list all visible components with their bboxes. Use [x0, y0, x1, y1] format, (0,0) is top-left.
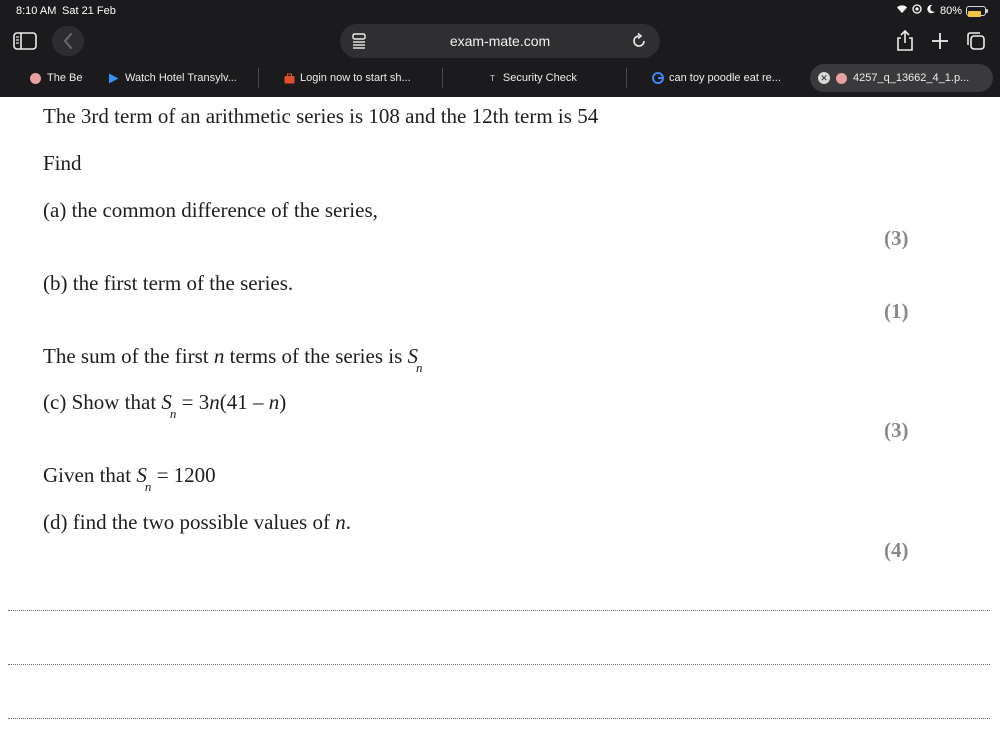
battery-fill	[968, 11, 981, 17]
back-button[interactable]	[52, 26, 84, 56]
tab-item[interactable]	[490, 64, 620, 92]
part-d	[43, 510, 351, 535]
part-d-text: find the two possible values of	[72, 510, 336, 534]
n-subscript: n	[144, 479, 152, 495]
given-statement	[43, 463, 216, 495]
tab-bar	[8, 64, 992, 92]
s-variable: S	[136, 463, 147, 487]
part-b	[43, 271, 293, 296]
tab-item-active[interactable]	[810, 64, 993, 92]
s-variable: S	[407, 344, 419, 368]
question-intro: The 3rd term of an arithmetic series is 108 and the 12th term is 54	[43, 104, 599, 128]
play-icon	[108, 73, 119, 84]
tab-label: can toy poodle eat re...	[669, 72, 781, 84]
given-equation: = 1200	[151, 463, 216, 487]
plus-icon	[931, 32, 949, 50]
exam-question-page	[0, 97, 1000, 750]
part-c-label: (c)	[43, 390, 67, 414]
part-a-marks: (3)	[884, 226, 909, 250]
part-a-label: (a)	[43, 198, 67, 222]
tab-label: Watch Hotel Transylv...	[125, 72, 237, 84]
tab-item[interactable]	[108, 64, 258, 92]
part-c-marks: (3)	[884, 418, 909, 442]
n-variable: n	[335, 510, 346, 534]
answer-line[interactable]	[8, 610, 990, 611]
answer-line[interactable]	[8, 664, 990, 665]
tab-favicon	[30, 73, 41, 84]
share-button[interactable]	[890, 26, 920, 56]
n-subscript: n	[416, 360, 423, 376]
part-b-label: (b)	[43, 271, 68, 295]
part-a	[43, 198, 378, 223]
status-indicators	[896, 4, 986, 17]
google-icon	[652, 72, 664, 84]
tab-favicon-letter: T	[490, 73, 495, 83]
share-icon	[895, 30, 915, 52]
moon-icon	[926, 4, 936, 17]
location-icon	[912, 4, 922, 17]
tab-item[interactable]	[284, 64, 439, 92]
new-tab-button[interactable]	[926, 26, 954, 56]
find-heading: Find	[43, 151, 82, 175]
battery-percent: 80%	[939, 4, 962, 17]
status-date: Sat 21 Feb	[62, 5, 116, 17]
n-subscript: n	[169, 406, 177, 422]
tab-label: Login now to start sh...	[300, 72, 411, 84]
address-bar[interactable]	[340, 24, 660, 58]
tab-overview-button[interactable]	[962, 26, 990, 56]
back-icon	[63, 33, 73, 49]
tab-divider	[442, 68, 443, 88]
reload-icon[interactable]	[628, 30, 650, 52]
equation-part: = 3	[176, 390, 210, 414]
browser-toolbar	[0, 22, 1000, 60]
tab-item[interactable]	[30, 64, 104, 92]
answer-line[interactable]	[8, 718, 990, 719]
equation-part: (41 –	[219, 390, 269, 414]
briefcase-icon	[284, 73, 295, 84]
period: .	[345, 510, 351, 534]
sum-statement	[43, 344, 423, 376]
status-bar	[0, 0, 1000, 22]
sum-text-tail: terms of the series is	[224, 344, 408, 368]
part-c	[43, 390, 287, 422]
url-text[interactable]: exam-mate.com	[449, 33, 551, 49]
part-b-marks: (1)	[884, 299, 909, 323]
tab-divider	[626, 68, 627, 88]
status-time: 8:10 AM	[16, 5, 57, 17]
equation-part: )	[279, 390, 287, 414]
tab-label: The Be	[47, 72, 83, 84]
part-b-text: the first term of the series.	[72, 271, 294, 295]
wifi-icon	[896, 4, 908, 17]
part-d-marks: (4)	[884, 538, 909, 562]
sidebar-button[interactable]	[6, 26, 44, 56]
sidebar-icon	[13, 32, 37, 50]
part-c-text: Show that	[71, 390, 162, 414]
n-variable: n	[268, 390, 280, 414]
part-d-label: (d)	[43, 510, 68, 534]
battery-icon	[966, 6, 986, 16]
sum-text: The sum of the first	[43, 344, 214, 368]
browser-chrome	[0, 0, 1000, 97]
tab-label: Security Check	[502, 72, 577, 84]
s-variable: S	[161, 390, 172, 414]
tab-divider	[258, 68, 259, 88]
tabs-icon	[966, 31, 986, 51]
tab-favicon	[836, 73, 847, 84]
n-variable: n	[209, 390, 220, 414]
tab-item[interactable]	[652, 64, 802, 92]
close-tab-icon[interactable]: ✕	[818, 72, 830, 84]
tab-label: 4257_q_13662_4_1.p...	[853, 72, 970, 84]
n-variable: n	[213, 344, 225, 368]
given-text: Given that	[43, 463, 137, 487]
part-a-text: the common difference of the series,	[71, 198, 378, 222]
